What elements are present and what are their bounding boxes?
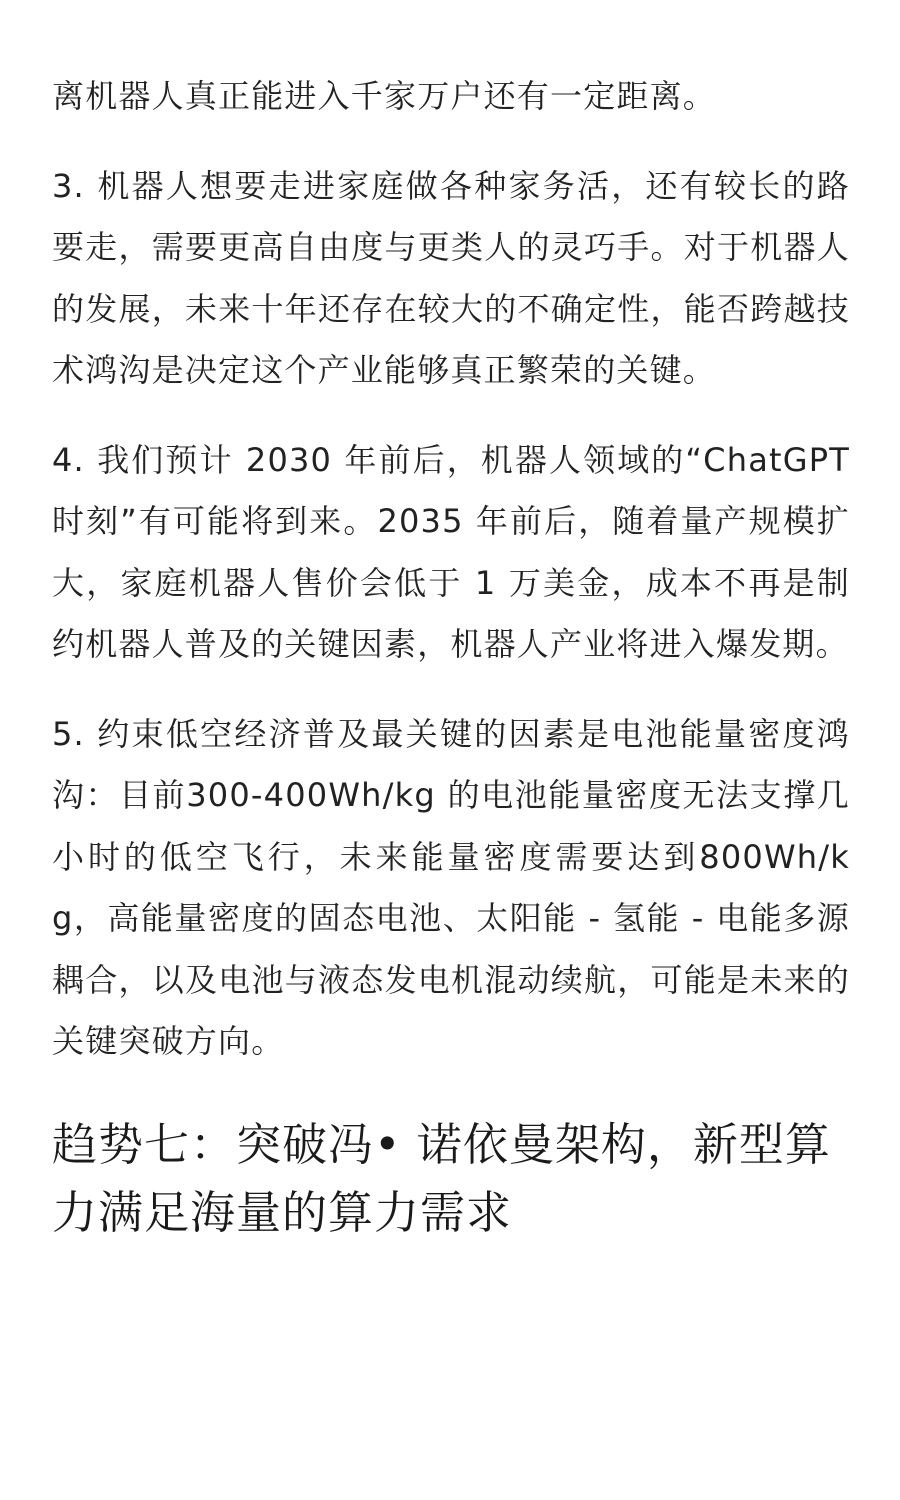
- paragraph-point-5: 5. 约束低空经济普及最关键的因素是电池能量密度鸿沟：目前300-400Wh/kg 的电池能量密度无法支撑几小时的低空飞行，未来能量密度需要达到800Wh/kg，高能量密度的固态电池、太阳能 - 氢能 - 电能多源耦合，以及电池与液态发电机混动续航，可能是未来的关键突破方向。: [52, 714, 850, 1060]
- paragraph-point-3: 3. 机器人想要走进家庭做各种家务活，还有较长的路要走，需要更高自由度与更类人的灵巧手。对于机器人的发展，未来十年还存在较大的不确定性，能否跨越技术鸿沟是决定这个产业能够真正繁荣的关键。: [52, 166, 850, 389]
- paragraph-continuation: 离机器人真正能进入千家万户还有一定距离。: [52, 77, 717, 115]
- section-heading-trend-7: 趋势七：突破冯• 诺依曼架构，新型算力满足海量的算力需求: [52, 1117, 831, 1239]
- paragraph-point-4: 4. 我们预计 2030 年前后，机器人领域的“ChatGPT时刻”有可能将到来。2035 年前后，随着量产规模扩大，家庭机器人售价会低于 1 万美金，成本不再是制约机器人普及的关键因素，机器人产业将进入爆发期。: [52, 440, 850, 663]
- article-body: [52, 66, 850, 1247]
